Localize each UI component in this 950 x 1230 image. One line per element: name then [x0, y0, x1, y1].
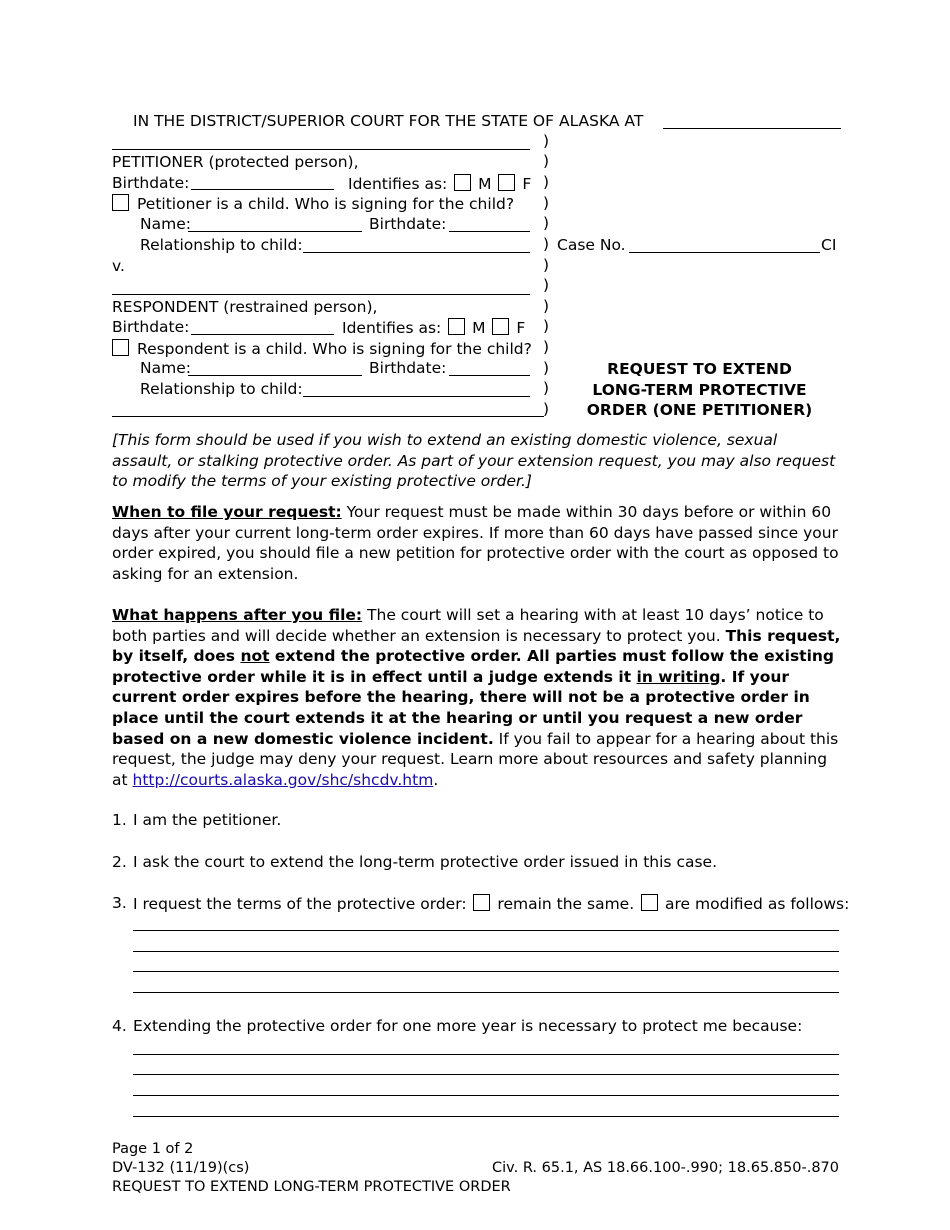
item-number: 1. [112, 811, 127, 829]
identifies-label: Identifies as: [348, 175, 448, 193]
respondent-guardian-birthdate-field[interactable] [449, 375, 530, 376]
terms-modified-label: are modified as follows: [665, 895, 850, 913]
reason-line[interactable] [133, 1116, 839, 1117]
when-to-file-text: Your request must be made within 30 days before or within 60 days after your current long-term order expires. If more than 60 days have passed since your order expired, you should file a new petition for protective order with the court as opposed to asking for an extension. [112, 503, 839, 583]
item-4-text: Extending the protective order for one more year is necessary to protect me because: [133, 1017, 803, 1035]
f-label: F [516, 319, 526, 337]
caption-paren: ) [543, 317, 550, 335]
petitioner-child-question: Petitioner is a child. Who is signing for the child? [137, 195, 515, 213]
footer-form-title: REQUEST TO EXTEND LONG-TERM PROTECTIVE ORDER [112, 1179, 511, 1195]
court-location-field[interactable] [663, 128, 841, 129]
respondent-name-field[interactable] [112, 294, 530, 295]
resources-link[interactable]: http://courts.alaska.gov/shc/shcdv.htm [132, 770, 434, 789]
petitioner-child-checkbox[interactable] [112, 194, 129, 211]
modification-line[interactable] [133, 992, 839, 993]
form-number: DV-132 (11/19)(cs) [112, 1160, 250, 1176]
warning-text: This request, by itself, does [112, 626, 841, 666]
item-3-text: I request the terms of the protective order: [133, 895, 467, 913]
reason-line[interactable] [133, 1074, 839, 1075]
modification-line[interactable] [133, 951, 839, 952]
period: . [433, 770, 439, 789]
caption-paren: ) [543, 338, 550, 356]
what-happens-text: The court will set a hearing with at least 10 days’ notice to both parties and will decide whether an extension is necessary to protect you. [112, 606, 824, 645]
reason-line[interactable] [133, 1095, 839, 1096]
terms-modified-checkbox[interactable] [641, 894, 658, 911]
caption-paren: ) [543, 214, 550, 232]
form-title-line: LONG-TERM PROTECTIVE [592, 380, 807, 399]
item-number: 3. [112, 894, 127, 912]
when-to-file-heading: When to file your request: [112, 503, 342, 521]
petitioner-guardian-birthdate-field[interactable] [449, 231, 530, 232]
versus: v. [112, 257, 125, 275]
m-label: M [478, 175, 492, 193]
petitioner-relationship-field[interactable] [303, 252, 530, 253]
petitioner-guardian-name-field[interactable] [188, 231, 362, 232]
item-number: 4. [112, 1017, 127, 1035]
respondent-label: RESPONDENT (restrained person), [112, 298, 378, 316]
petitioner-guardian-birthdate-label: Birthdate: [369, 215, 447, 233]
petitioner-name-field[interactable] [112, 149, 530, 150]
caption-paren: ) [543, 173, 550, 191]
form-title [567, 359, 832, 421]
caption-paren: ) [543, 132, 550, 150]
court-heading: IN THE DISTRICT/SUPERIOR COURT FOR THE STATE OF ALASKA AT [133, 112, 644, 130]
terms-same-checkbox[interactable] [473, 894, 490, 911]
warning-in-writing: in writing [636, 667, 721, 686]
caption-paren: ) [543, 379, 550, 397]
caption-paren: ) [543, 235, 550, 253]
item-number: 2. [112, 853, 127, 871]
caption-paren: ) [543, 152, 550, 170]
what-happens-paragraph [112, 605, 842, 790]
terms-same-label: remain the same. [497, 895, 635, 913]
warning-text: extend the protective order. All parties must follow the existing protective order while it is in effect until a judge extends it [112, 647, 835, 686]
form-title-line: REQUEST TO EXTEND [607, 360, 792, 378]
caption-paren: ) [543, 359, 550, 377]
form-title-line: ORDER (ONE PETITIONER) [586, 401, 813, 420]
petitioner-relationship-label: Relationship to child: [140, 236, 303, 254]
respondent-m-checkbox[interactable] [448, 318, 465, 335]
respondent-guardian-name-field[interactable] [188, 375, 362, 376]
warning-text: . If your current order expires before the hearing, there will not be a protective order in place until the court extends it at the hearing or until you request a new order based on a new domestic violence incident. [112, 667, 810, 748]
respondent-guardian-birthdate-label: Birthdate: [369, 359, 447, 377]
case-number-label: Case No. [557, 236, 626, 254]
what-happens-heading: What happens after you file: [112, 606, 363, 624]
m-label: M [472, 319, 486, 337]
caption-paren: ) [543, 400, 550, 418]
respondent-relationship-label: Relationship to child: [140, 380, 303, 398]
item-2-text: I ask the court to extend the long-term protective order issued in this case. [133, 853, 717, 871]
case-suffix: CI [821, 236, 837, 254]
caption-paren: ) [543, 194, 550, 212]
respondent-birthdate-field[interactable] [191, 334, 334, 335]
petitioner-birthdate-field[interactable] [191, 189, 334, 190]
petitioner-birthdate-label: Birthdate: [112, 174, 190, 192]
caption-paren: ) [543, 297, 550, 315]
usage-note: [This form should be used if you wish to extend an existing domestic violence, sexual assault, or stalking protective order. As part of your extension request, you may also request to modify the terms of your existing protective order.] [112, 431, 836, 491]
petitioner-m-checkbox[interactable] [454, 174, 471, 191]
item-1-text: I am the petitioner. [133, 811, 282, 829]
caption-bottom-rule [112, 416, 544, 417]
case-number-field[interactable] [629, 252, 820, 253]
when-to-file-paragraph [112, 502, 842, 584]
caption-paren: ) [543, 256, 550, 274]
respondent-child-checkbox[interactable] [112, 339, 129, 356]
petitioner-label: PETITIONER (protected person), [112, 153, 359, 171]
what-happens-text: If you fail to appear for a hearing about this request, the judge may deny your request. Learn more about resources and safety planning at [112, 729, 839, 789]
f-label: F [522, 175, 532, 193]
caption-paren: ) [543, 276, 550, 294]
respondent-relationship-field[interactable] [303, 396, 530, 397]
respondent-guardian-name-label: Name: [140, 359, 191, 377]
respondent-birthdate-label: Birthdate: [112, 318, 190, 336]
respondent-f-checkbox[interactable] [492, 318, 509, 335]
respondent-child-question: Respondent is a child. Who is signing for the child? [137, 340, 532, 358]
page-number: Page 1 of 2 [112, 1141, 194, 1157]
petitioner-guardian-name-label: Name: [140, 215, 191, 233]
warning-not: not [240, 647, 270, 666]
legal-citation: Civ. R. 65.1, AS 18.66.100-.990; 18.65.850-.870 [492, 1160, 839, 1176]
identifies-label: Identifies as: [342, 319, 442, 337]
modification-line[interactable] [133, 930, 839, 931]
reason-line[interactable] [133, 1054, 839, 1055]
petitioner-f-checkbox[interactable] [498, 174, 515, 191]
modification-line[interactable] [133, 971, 839, 972]
